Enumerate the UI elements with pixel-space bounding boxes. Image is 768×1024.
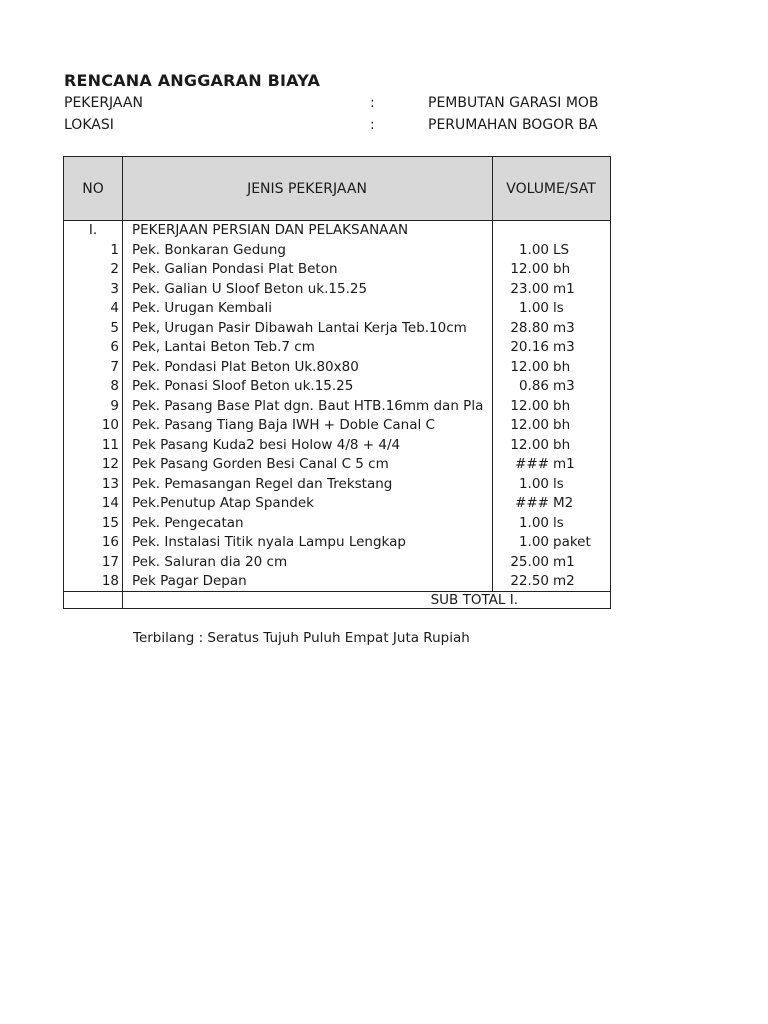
row-volume: 1.00 bbox=[518, 534, 549, 550]
row-jenis-pekerjaan: Pek. Instalasi Titik nyala Lampu Lengkap bbox=[132, 534, 406, 550]
meta-row-pekerjaan bbox=[64, 95, 624, 115]
row-number: 18 bbox=[101, 573, 119, 589]
document-title: RENCANA ANGGARAN BIAYA bbox=[64, 71, 321, 90]
row-jenis-pekerjaan: Pek. Pondasi Plat Beton Uk.80x80 bbox=[132, 358, 359, 375]
row-volume: 23.00 bbox=[510, 280, 549, 297]
row-volume: 1.00 bbox=[518, 475, 549, 492]
table-row bbox=[64, 260, 610, 280]
row-jenis-pekerjaan: Pek Pasang Kuda2 besi Holow 4/8 + 4/4 bbox=[132, 436, 401, 453]
meta-label: PEKERJAAN bbox=[64, 95, 143, 111]
row-satuan: M2 bbox=[553, 495, 574, 511]
row-volume: 12.00 bbox=[510, 417, 549, 433]
row-satuan: LS bbox=[553, 241, 570, 258]
row-volume: 12.00 bbox=[510, 261, 549, 277]
rab-table bbox=[63, 156, 611, 609]
row-number: 10 bbox=[101, 417, 119, 433]
row-number: 12 bbox=[101, 456, 119, 472]
row-number: 16 bbox=[101, 534, 119, 550]
table-row bbox=[64, 553, 610, 573]
row-number: 9 bbox=[110, 397, 119, 414]
row-volume: 1.00 bbox=[518, 514, 549, 531]
row-number: 2 bbox=[110, 261, 119, 277]
header-volume-sat: VOLUME/SAT bbox=[506, 181, 596, 197]
table-row bbox=[64, 416, 610, 436]
row-volume: 22.50 bbox=[510, 573, 549, 589]
row-number: 13 bbox=[101, 475, 119, 492]
row-number: 15 bbox=[101, 514, 119, 531]
row-number: 4 bbox=[110, 300, 119, 316]
table-row bbox=[64, 299, 610, 319]
meta-colon: : bbox=[370, 95, 375, 111]
row-jenis-pekerjaan: Pek Pasang Gorden Besi Canal C 5 cm bbox=[132, 456, 389, 472]
row-jenis-pekerjaan: Pek. Ponasi Sloof Beton uk.15.25 bbox=[132, 378, 354, 394]
row-satuan: m3 bbox=[553, 378, 575, 394]
row-satuan: bh bbox=[553, 261, 571, 277]
row-satuan: ls bbox=[553, 475, 564, 492]
meta-label: LOKASI bbox=[64, 117, 114, 133]
row-jenis-pekerjaan: Pek. Urugan Kembali bbox=[132, 300, 273, 316]
section-number: I. bbox=[88, 222, 98, 238]
row-satuan: bh bbox=[553, 397, 571, 414]
row-satuan: ls bbox=[553, 300, 564, 316]
section-label: PEKERJAAN PERSIAN DAN PELAKSANAAN bbox=[132, 222, 409, 238]
row-satuan: m1 bbox=[553, 553, 575, 570]
row-jenis-pekerjaan: Pek. Galian Pondasi Plat Beton bbox=[132, 261, 338, 277]
row-jenis-pekerjaan: Pek. Pemasangan Regel dan Trekstang bbox=[132, 475, 393, 492]
row-number: 11 bbox=[101, 436, 119, 453]
row-satuan: paket bbox=[553, 534, 591, 550]
row-jenis-pekerjaan: Pek.Penutup Atap Spandek bbox=[132, 495, 314, 511]
row-satuan: m1 bbox=[553, 456, 575, 472]
row-volume: ### bbox=[515, 456, 549, 472]
row-volume: 12.00 bbox=[510, 358, 549, 375]
row-satuan: m3 bbox=[553, 339, 575, 355]
header-jenis-pekerjaan: JENIS PEKERJAAN bbox=[247, 181, 367, 197]
meta-row-lokasi bbox=[64, 117, 624, 137]
row-volume: 1.00 bbox=[518, 241, 549, 258]
row-satuan: m1 bbox=[553, 280, 575, 297]
row-jenis-pekerjaan: Pek. Pasang Tiang Baja IWH + Doble Canal C bbox=[132, 417, 435, 433]
row-jenis-pekerjaan: Pek Pagar Depan bbox=[132, 573, 247, 589]
row-number: 6 bbox=[110, 339, 119, 355]
row-number: 3 bbox=[110, 280, 119, 297]
row-jenis-pekerjaan: Pek, Urugan Pasir Dibawah Lantai Kerja Teb.10cm bbox=[132, 319, 467, 336]
table-row bbox=[64, 494, 610, 514]
table-row bbox=[64, 514, 610, 534]
row-satuan: bh bbox=[553, 358, 571, 375]
row-number: 5 bbox=[110, 319, 119, 336]
table-row bbox=[64, 319, 610, 339]
header-no: NO bbox=[82, 181, 104, 197]
row-satuan: m3 bbox=[553, 319, 575, 336]
row-satuan: m2 bbox=[553, 573, 575, 589]
row-volume: 25.00 bbox=[510, 553, 549, 570]
row-number: 7 bbox=[110, 358, 119, 375]
table-row bbox=[64, 533, 610, 553]
row-jenis-pekerjaan: Pek. Pasang Base Plat dgn. Baut HTB.16mm dan Pla bbox=[132, 397, 484, 414]
terbilang-text: Terbilang : Seratus Tujuh Puluh Empat Juta Rupiah bbox=[133, 630, 470, 646]
row-jenis-pekerjaan: Pek. Bonkaran Gedung bbox=[132, 241, 286, 258]
row-satuan: bh bbox=[553, 417, 571, 433]
meta-colon: : bbox=[370, 117, 375, 133]
row-jenis-pekerjaan: Pek. Saluran dia 20 cm bbox=[132, 553, 288, 570]
row-volume: 28.80 bbox=[510, 319, 549, 336]
row-number: 8 bbox=[110, 378, 119, 394]
table-row bbox=[64, 572, 610, 592]
table-row bbox=[64, 397, 610, 417]
row-volume: 12.00 bbox=[510, 436, 549, 453]
section-row bbox=[64, 221, 610, 241]
row-volume: 20.16 bbox=[510, 339, 549, 355]
row-jenis-pekerjaan: Pek. Pengecatan bbox=[132, 514, 244, 531]
table-row bbox=[64, 455, 610, 475]
meta-value: PEMBUTAN GARASI MOB bbox=[428, 95, 599, 111]
row-jenis-pekerjaan: Pek. Galian U Sloof Beton uk.15.25 bbox=[132, 280, 368, 297]
table-row bbox=[64, 377, 610, 397]
row-satuan: bh bbox=[553, 436, 571, 453]
row-jenis-pekerjaan: Pek, Lantai Beton Teb.7 cm bbox=[132, 339, 315, 355]
meta-value: PERUMAHAN BOGOR BA bbox=[428, 117, 598, 133]
row-volume: 12.00 bbox=[510, 397, 549, 414]
table-header bbox=[64, 157, 610, 221]
subtotal-label: SUB TOTAL I. bbox=[430, 592, 518, 608]
row-volume: 1.00 bbox=[518, 300, 549, 316]
row-number: 14 bbox=[101, 495, 119, 511]
table-row bbox=[64, 358, 610, 378]
row-satuan: ls bbox=[553, 514, 564, 531]
row-volume: 0.86 bbox=[518, 378, 549, 394]
table-row bbox=[64, 338, 610, 358]
row-number: 1 bbox=[110, 241, 119, 258]
row-number: 17 bbox=[101, 553, 119, 570]
table-row bbox=[64, 475, 610, 495]
row-volume: ### bbox=[515, 495, 549, 511]
table-row bbox=[64, 280, 610, 300]
table-row bbox=[64, 436, 610, 456]
table-row bbox=[64, 241, 610, 261]
